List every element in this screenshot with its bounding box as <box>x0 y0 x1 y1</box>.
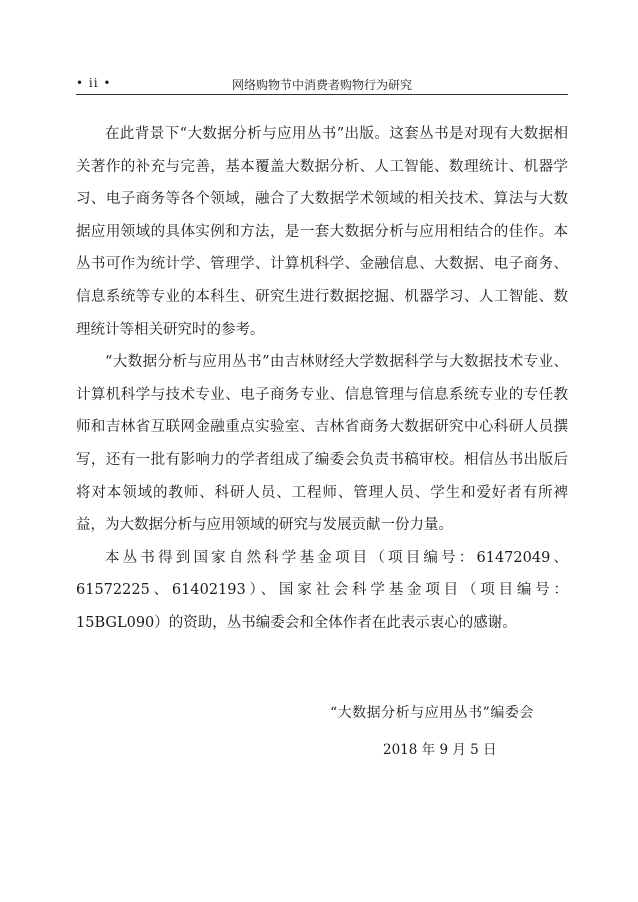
page-header <box>76 74 568 95</box>
paragraph-background: 在此背景下“大数据分析与应用丛书”出版。这套丛书是对现有大数据相关著作的补充与完善，基本覆盖大数据分析、人工智能、数理统计、机器学习、电子商务等各个领域，融合了大数据学术领域的相关技术、算法与大数据应用领域的具体实例和方法，是一套大数据分析与应用相结合的佳作。本丛书可作为统计学、管理学、计算机科学、金融信息、大数据、电子商务、信息系统等专业的本科生、研究生进行数据挖掘、机器学习、人工智能、数理统计等相关研究时的参考。 <box>76 126 568 338</box>
editorial-committee: “大数据分析与应用丛书”编委会 <box>330 705 534 721</box>
signature-date: 2018 年 9 月 5 日 <box>383 742 497 758</box>
paragraph-authors: “大数据分析与应用丛书”由吉林财经大学数据科学与大数据技术专业、计算机科学与技术专业、电子商务专业、信息管理与信息系统专业的专任教师和吉林省互联网金融重点实验室、吉林省商务大数据研究中心科研人员撰写，还有一批有影响力的学者组成了编委会负责书稿审校。相信丛书出版后将对本领域的教师、科研人员、工程师、管理人员、学生和爱好者有所裨益，为大数据分析与应用领域的研究与发展贡献一份力量。 <box>76 354 568 534</box>
running-title: 网络购物节中消费者购物行为研究 <box>231 78 412 92</box>
paragraph-acknowledgement: 本丛书得到国家自然科学基金项目（项目编号：61472049、61572225、61402193）、国家社会科学基金项目（项目编号：15BGL090）的资助，丛书编委会和全体作者在此表示衷心的感谢。 <box>76 549 568 631</box>
page-number: • ii • <box>76 76 112 90</box>
body-text <box>76 118 568 640</box>
